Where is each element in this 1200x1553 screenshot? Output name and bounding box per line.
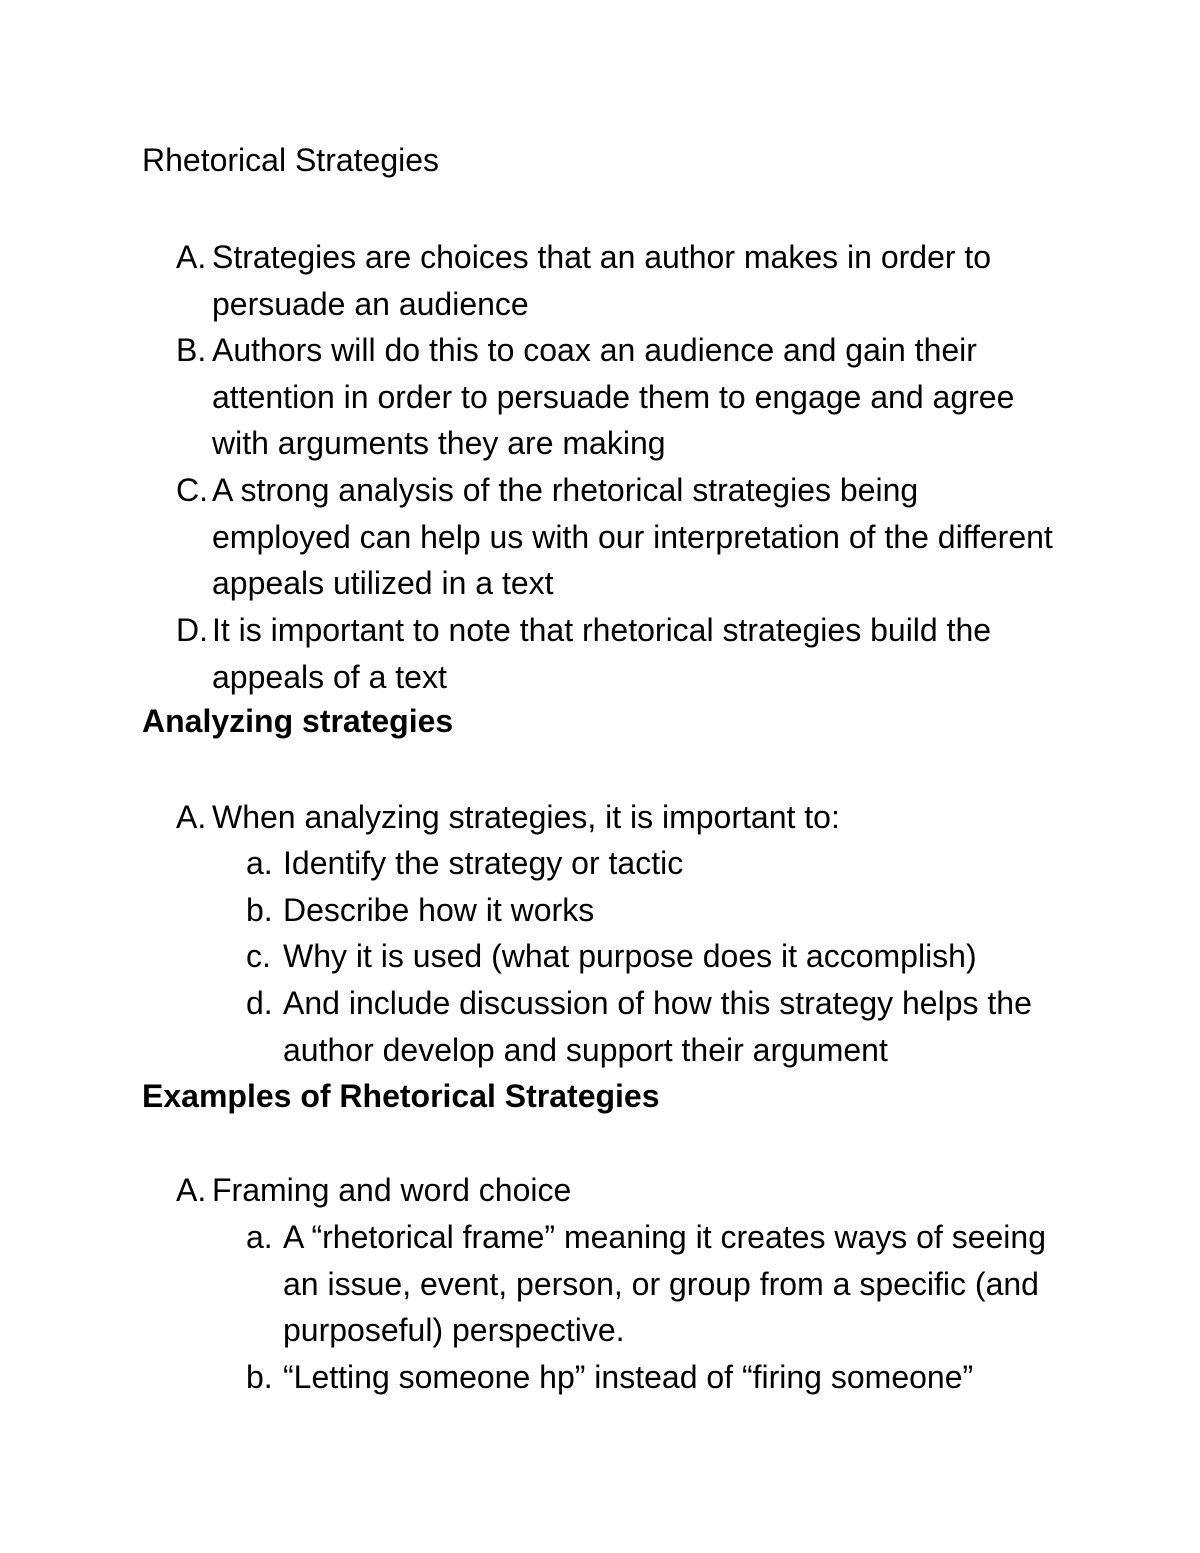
- list-item-text: It is important to note that rhetorical strategies build the appeals of a text: [212, 612, 992, 695]
- sub-list-marker: b.: [246, 1359, 273, 1395]
- section-heading-analyzing-strategies: Analyzing strategies: [142, 703, 454, 739]
- list-marker: C.: [176, 472, 208, 508]
- sub-list-item-text: Why it is used (what purpose does it accomplish): [283, 938, 977, 974]
- list-marker: B.: [176, 332, 207, 368]
- sub-list-item: [246, 1214, 1056, 1354]
- list-marker: A.: [176, 239, 207, 275]
- sub-list-marker: c.: [246, 938, 271, 974]
- list-item: [176, 327, 1056, 467]
- list-item: [176, 1167, 1056, 1214]
- sub-list-item: [246, 933, 1056, 980]
- sub-list-item-text: Identify the strategy or tactic: [283, 845, 684, 881]
- sub-list-item: [246, 840, 1056, 887]
- list-item-text: Authors will do this to coax an audience and gain their attention in order to persuade them to engage and agree with arguments they are making: [212, 332, 1015, 462]
- list-item-text: Strategies are choices that an author makes in order to persuade an audience: [212, 239, 992, 322]
- list-marker: D.: [176, 612, 208, 648]
- sub-list-item-text: Describe how it works: [283, 892, 595, 928]
- sub-list-item: [246, 980, 1056, 1073]
- section-heading-examples: Examples of Rhetorical Strategies: [142, 1078, 660, 1114]
- list-item-text: When analyzing strategies, it is important to:: [212, 799, 840, 835]
- list-item-text: A strong analysis of the rhetorical strategies being employed can help us with our interpretation of the different appeals utilized in a text: [212, 472, 1053, 602]
- sub-list-item: [246, 1354, 1056, 1401]
- list-item: [176, 794, 1056, 841]
- list-item: [176, 607, 1056, 700]
- sub-list-marker: d.: [246, 985, 273, 1021]
- sub-list-item-text: And include discussion of how this strategy helps the author develop and support their argument: [283, 985, 1032, 1068]
- sub-list-item-text: “Letting someone hp” instead of “firing someone”: [283, 1359, 974, 1395]
- list-item-text: Framing and word choice: [212, 1172, 572, 1208]
- sub-list-item: [246, 887, 1056, 934]
- list-item: [176, 234, 1056, 327]
- sub-list-marker: a.: [246, 1219, 273, 1255]
- list-item: [176, 467, 1056, 607]
- sub-list-marker: b.: [246, 892, 273, 928]
- list-marker: A.: [176, 1172, 207, 1208]
- sub-list-item-text: A “rhetorical frame” meaning it creates ways of seeing an issue, event, person, or group from a specific (and purposeful) perspective.: [283, 1219, 1046, 1349]
- section-heading-rhetorical-strategies: Rhetorical Strategies: [142, 142, 440, 178]
- list-marker: A.: [176, 799, 207, 835]
- sub-list-marker: a.: [246, 845, 273, 881]
